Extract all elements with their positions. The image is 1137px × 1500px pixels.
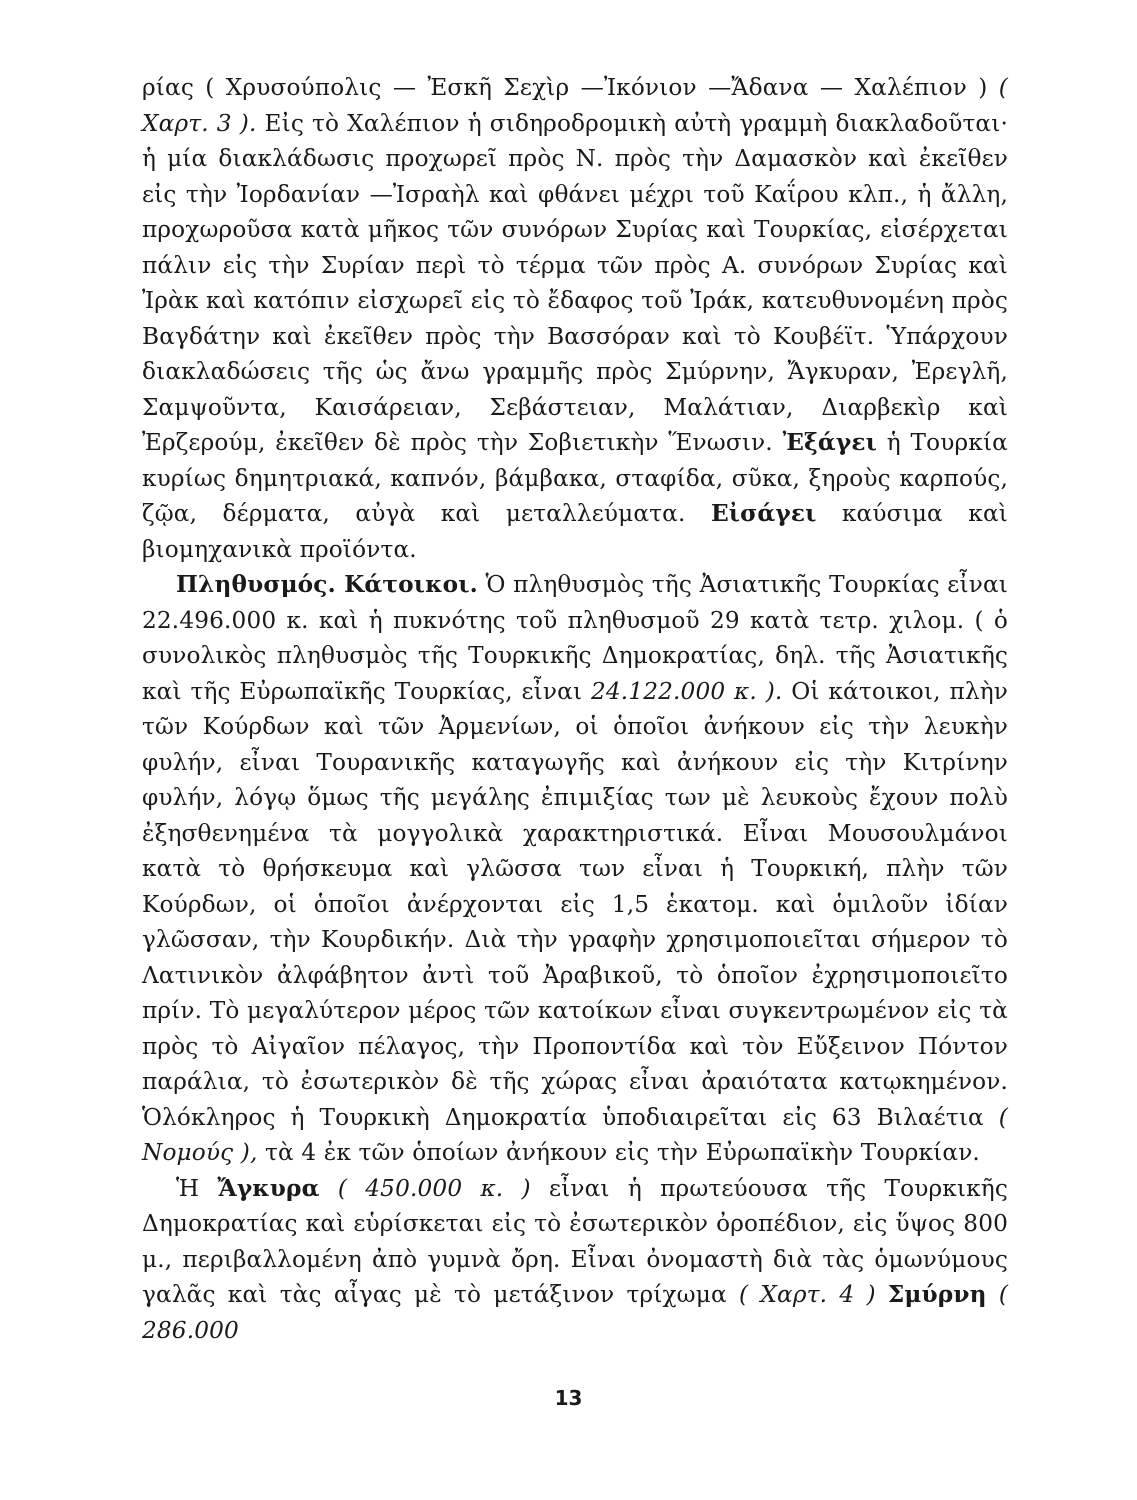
text-run: ρίας ( Χρυσούπολις — Ἐσκῆ Σεχὶρ —Ἰκόνιον —Ἄδανα — Χαλέπιον ) — [142, 74, 999, 101]
text-run — [876, 1281, 888, 1308]
text-run: Εἰς τὸ Χαλέπιον ἡ σιδηροδρομικὴ αὐτὴ γραμμὴ διακλαδοῦται· ἡ μία διακλάδωσις προχωρεῖ πρὸς Ν. πρὸς τὴν Δαμασκὸν καὶ ἐκεῖθεν εἰς τὴν Ἰορδανίαν —Ἰσραὴλ καὶ φθάνει μέχρι τοῦ Καΐρου κλπ., ἡ ἄλλη, προχωροῦσα κατὰ μῆκος τῶν συνόρων Συρίας καὶ Τουρκίας, εἰσέρχεται πάλιν εἰς τὴν Συρίαν περὶ τὸ τέρμα τῶν πρὸς Α. συνόρων Συρίας καὶ Ἰρὰκ καὶ κατόπιν εἰσχωρεῖ εἰς τὸ ἔδαφος τοῦ Ἰράκ, κατευθυνομένη πρὸς Βαγδάτην καὶ ἐκεῖθεν πρὸς τὴν Βασσόραν καὶ τὸ Κουβέϊτ. Ὑπάρχουν διακλαδώσεις τῆς ὡς ἄνω γραμμῆς πρὸς Σμύρνην, Ἄγκυραν, Ἐρεγλῆ, Σαμψοῦντα, Καισάρειαν, Σεβάστειαν, Μαλάτιαν, Διαρβεκὶρ καὶ Ἐρζερούμ, ἐκεῖθεν δὲ πρὸς τὴν Σοβιετικὴν Ἕνωσιν. — [142, 109, 1008, 456]
total-population-figure: 24.122.000 κ. ). — [591, 677, 783, 705]
text-run: Ὁ πληθυσμὸς τῆς Ἀσιατικῆς Τουρκίας εἶναι 22.496.000 κ. καὶ ἡ πυκνότης τοῦ πληθυσμοῦ 29 κατὰ τετρ. χιλομ. ( ὁ συνολικὸς πληθυσμὸς τῆς Τουρκικῆς Δημοκρατίας, δηλ. τῆς Ἀσιατικῆς καὶ τῆς Εὐρωπαϊκῆς Τουρκίας, εἶναι — [142, 571, 1008, 705]
text-run: καύσιμα καὶ βιομηχανικὰ προϊόντα. — [142, 500, 1008, 563]
smyrna-population: ( 286.000 — [142, 1281, 1009, 1344]
page-body — [142, 70, 1008, 1348]
text-run — [320, 1175, 338, 1202]
provinces-note: ( Νομούς ), — [142, 1103, 1008, 1166]
text-run: ἡ Τουρκία κυρίως δημητριακά, καπνόν, βάμβακα, σταφίδα, σῦκα, ξηροὺς καρπούς, ζῷα, δέρματα, αὐγὰ καὶ μεταλλεύματα. — [142, 429, 1008, 527]
bold-term-exports: Ἐξάγει — [782, 429, 877, 456]
text-run: εἶναι ἡ πρωτεύουσα τῆς Τουρκικῆς Δημοκρατίας καὶ εὑρίσκεται εἰς τὸ ἐσωτερικὸν ὀροπέδιον, εἰς ὕψος 800 μ., περιβαλλομένη ἀπὸ γυμνὰ ὄρη. Εἶναι ὀνομαστὴ διὰ τὰς ὁμωνύμους γαλᾶς καὶ τὰς αἶγας μὲ τὸ μετάξινον τρίχωμα — [142, 1174, 1008, 1308]
paragraph-ankara — [142, 1171, 1008, 1349]
map-reference: ( Χαρτ. 3 ). — [142, 74, 1008, 137]
text-run: Οἱ κάτοικοι, πλὴν τῶν Κούρδων καὶ τῶν Ἀρμενίων, οἱ ὁποῖοι ἀνήκουν εἰς τὴν λευκὴν φυλήν, εἶναι Τουρανικῆς καταγωγῆς καὶ ἀνήκουν εἰς τὴν Κιτρίνην φυλήν, λόγῳ ὅμως τῆς μεγάλης ἐπιμιξίας των μὲ λευκοὺς ἔχουν πολὺ ἐξησθενημένα τὰ μογγολικὰ χαρακτηριστικά. Εἶναι Μουσουλμάνοι κατὰ τὸ θρήσκευμα καὶ γλῶσσα των εἶναι ἡ Τουρκική, πλὴν τῶν Κούρδων, οἱ ὁποῖοι ἀνέρχονται εἰς 1,5 ἑκατομ. καὶ ὁμιλοῦν ἰδίαν γλῶσσαν, τὴν Κουρδικήν. Διὰ τὴν γραφὴν χρησιμοποιεῖται σήμερον τὸ Λατινικὸν ἀλφάβητον ἀντὶ τοῦ Ἀραβικοῦ, τὸ ὁποῖον ἐχρησιμοποιεῖτο πρίν. Τὸ μεγαλύτερον μέρος τῶν κατοίκων εἶναι συγκεντρωμένον εἰς τὰ πρὸς τὸ Αἰγαῖον πέλαγος, τὴν Προποντίδα καὶ τὸν Εὔξεινον Πόντον παράλια, τὸ ἐσωτερικὸν δὲ τῆς χώρας εἶναι ἀραιότατα κατῳκημένον. Ὁλόκληρος ἡ Τουρκικὴ Δημοκρατία ὑποδιαιρεῖται εἰς 63 Βιλαέτια — [142, 677, 1008, 1131]
section-heading-population: Πληθυσμός. Κάτοικοι. — [176, 571, 478, 598]
text-run — [987, 1281, 999, 1308]
paragraph-railways-trade — [142, 70, 1008, 567]
ankara-population: ( 450.000 κ. ) — [337, 1174, 531, 1202]
page-number: 13 — [554, 1386, 583, 1410]
text-run: τὰ 4 ἐκ τῶν ὁποίων ἀνήκουν εἰς τὴν Εὐρωπαϊκὴν Τουρκίαν. — [257, 1139, 980, 1166]
text-run: Ἡ — [176, 1174, 218, 1202]
map-reference: ( Χαρτ. 4 ) — [738, 1281, 876, 1308]
bold-term-smyrna: Σμύρνη — [887, 1281, 987, 1308]
bold-term-imports: Εἰσάγει — [710, 500, 817, 527]
paragraph-population — [142, 567, 1008, 1171]
bold-term-ankara: Ἄγκυρα — [217, 1174, 320, 1202]
